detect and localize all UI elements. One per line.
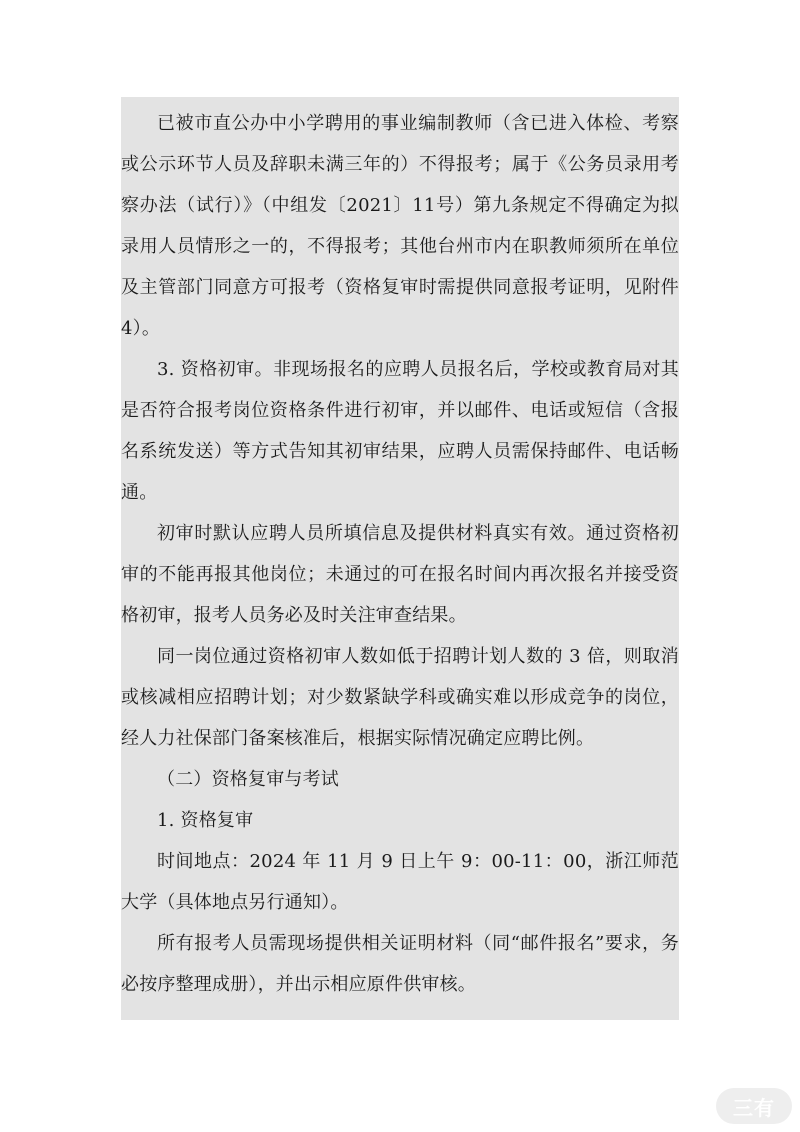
- paragraph-quota-ratio: 同一岗位通过资格初审人数如低于招聘计划人数的 3 倍，则取消或核减相应招聘计划；对少数紧缺学科或确实难以形成竞争的岗位，经人力社保部门备案核准后，根据实际情况确定应聘比例。: [121, 646, 679, 749]
- paragraph-eligibility-restrictions: 已被市直公办中小学聘用的事业编制教师（含已进入体检、考察或公示环节人员及辞职未满三年的）不得报考；属于《公务员录用考察办法（试行）》（中组发〔2021〕11号）第九条规定不得确定为拟录用人员情形之一的，不得报考；其他台州市内在职教师须所在单位及主管部门同意方可报考（资格复审时需提供同意报考证明，见附件 4）。: [121, 113, 679, 339]
- paragraph-preliminary-review: 3. 资格初审。非现场报名的应聘人员报名后，学校或教育局对其是否符合报考岗位资格条件进行初审，并以邮件、电话或短信（含报名系统发送）等方式告知其初审结果，应聘人员需保持邮件、电话畅通。: [121, 359, 679, 503]
- subheading-qualification-recheck: 1. 资格复审: [157, 810, 254, 831]
- paragraph-review-validity: 初审时默认应聘人员所填信息及提供材料真实有效。通过资格初审的不能再报其他岗位；未通过的可在报名时间内再次报名并接受资格初审，报考人员务必及时关注审查结果。: [121, 523, 679, 626]
- paragraph-materials: 所有报考人员需现场提供相关证明材料（同“邮件报名”要求，务必按序整理成册），并出示相应原件供审核。: [121, 933, 679, 995]
- watermark-logo: [716, 1088, 792, 1124]
- paragraph-time-location: 时间地点：2024 年 11 月 9 日上午 9：00-11：00，浙江师范大学（具体地点另行通知）。: [121, 851, 679, 913]
- document-text-block: [121, 97, 679, 1020]
- section-heading-review-and-exam: （二）资格复审与考试: [157, 769, 339, 790]
- watermark-text: 三有: [733, 1095, 775, 1120]
